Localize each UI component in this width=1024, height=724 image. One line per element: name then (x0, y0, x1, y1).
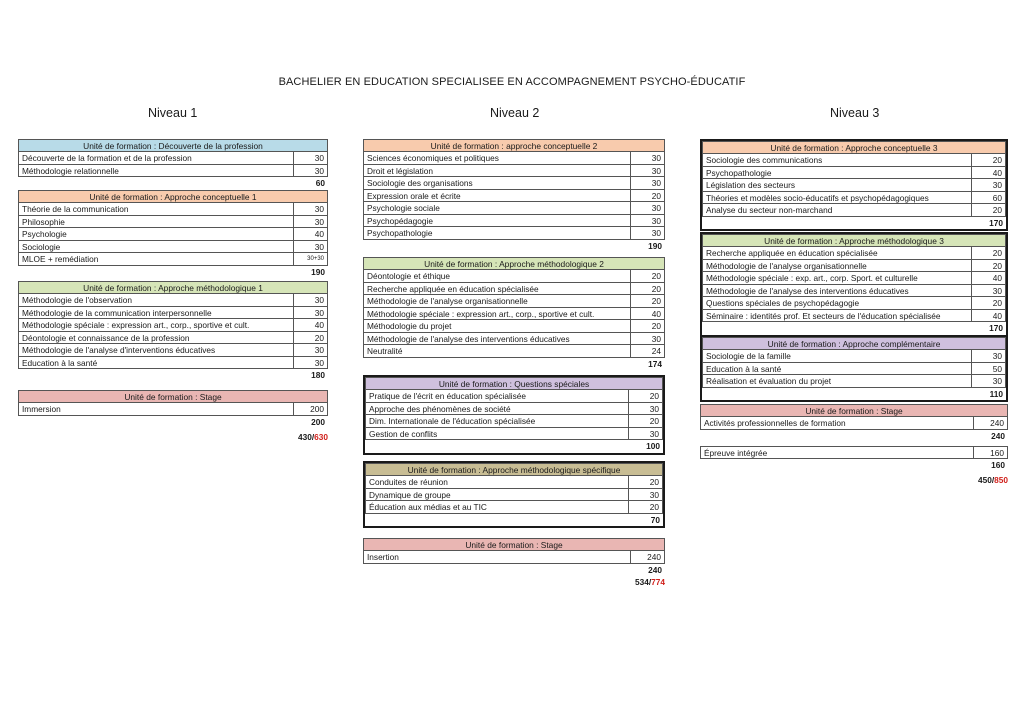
unit-total-row (363, 358, 665, 371)
unit-block (18, 190, 328, 278)
course-hours: 30 (294, 241, 328, 254)
course-row (702, 154, 1006, 167)
unit-header: Unité de formation : approche conceptuelle 2 (363, 139, 665, 152)
course-hours: 240 (631, 551, 665, 564)
course-label: Dynamique de groupe (365, 489, 629, 502)
course-hours: 50 (972, 363, 1006, 376)
course-row (365, 476, 663, 489)
unit-total: 70 (650, 514, 660, 525)
course-row (702, 272, 1006, 285)
course-hours: 20 (972, 204, 1006, 217)
level-grand-total (298, 432, 328, 442)
unit-block (363, 257, 665, 370)
unit-header: Unité de formation : Approche conceptuelle 3 (702, 141, 1006, 154)
grand-total-max-hours: 630 (314, 432, 328, 442)
course-row (702, 247, 1006, 260)
unit-total: 190 (648, 240, 662, 251)
course-row (363, 345, 665, 358)
course-hours: 30 (972, 179, 1006, 192)
course-row (363, 177, 665, 190)
course-hours: 30 (294, 357, 328, 370)
course-row (18, 216, 328, 229)
unit-total-row (363, 564, 665, 577)
course-label: Sociologie des communications (702, 154, 972, 167)
level-3-heading: Niveau 3 (830, 106, 880, 120)
unit-total: 60 (315, 178, 325, 188)
unit-block (363, 461, 665, 528)
unit-total: 200 (311, 416, 325, 427)
course-hours: 20 (294, 332, 328, 345)
unit-header: Unité de formation : Découverte de la profession (18, 139, 328, 152)
unit-header: Unité de formation : Approche conceptuelle 1 (18, 190, 328, 203)
unit-header: Unité de formation : Approche méthodologique 2 (363, 257, 665, 270)
course-label: Déontologie et connaissance de la profession (18, 332, 294, 345)
unit-total: 160 (991, 459, 1005, 470)
unit-total: 170 (989, 323, 1003, 333)
course-row (363, 152, 665, 165)
course-hours: 200 (294, 403, 328, 416)
course-row (365, 428, 663, 441)
course-hours: 30 (631, 177, 665, 190)
course-label: Méthodologie de l'analyse organisationnelle (702, 260, 972, 273)
unit-total-row (702, 217, 1006, 230)
course-label: Épreuve intégrée (700, 446, 974, 459)
course-row (18, 319, 328, 332)
course-hours: 20 (631, 270, 665, 283)
course-row (363, 320, 665, 333)
unit-block (18, 281, 328, 382)
course-hours: 30 (631, 333, 665, 346)
course-row (18, 165, 328, 178)
course-hours: 20 (629, 501, 663, 514)
course-hours: 160 (974, 446, 1008, 459)
unit-total: 174 (648, 358, 662, 369)
level-1-heading: Niveau 1 (148, 106, 198, 120)
course-label: Immersion (18, 403, 294, 416)
unit-total: 240 (991, 430, 1005, 441)
course-hours: 30 (294, 216, 328, 229)
unit-total-row (18, 416, 328, 429)
course-row (363, 308, 665, 321)
course-hours: 60 (972, 192, 1006, 205)
course-hours: 20 (631, 320, 665, 333)
unit-total-row (18, 177, 328, 190)
course-hours: 30 (294, 294, 328, 307)
course-row (363, 190, 665, 203)
course-label: Méthodologie spéciale : exp. art., corp. Sport. et culturelle (702, 272, 972, 285)
course-row (700, 446, 1008, 459)
course-label: Psychologie sociale (363, 202, 631, 215)
course-row (702, 179, 1006, 192)
unit-header: Unité de formation : Stage (18, 390, 328, 403)
unit-block (363, 375, 665, 455)
course-row (18, 152, 328, 165)
unit-total: 180 (311, 370, 325, 380)
course-row (702, 192, 1006, 205)
course-label: Psychologie (18, 228, 294, 241)
course-hours: 30 (294, 165, 328, 178)
course-label: Méthodologie de l'analyse des interventions éducatives (702, 285, 972, 298)
course-label: Neutralité (363, 345, 631, 358)
course-label: Psychopédagogie (363, 215, 631, 228)
course-row (702, 285, 1006, 298)
course-row (18, 403, 328, 416)
course-label: Gestion de conflits (365, 428, 629, 441)
course-label: Activités professionnelles de formation (700, 417, 974, 430)
unit-header: Unité de formation : Approche méthodologique 1 (18, 281, 328, 294)
course-label: Législation des secteurs (702, 179, 972, 192)
unit-header: Unité de formation : Approche méthodologique spécifique (365, 463, 663, 476)
unit-total-row (365, 440, 663, 453)
course-hours: 30 (631, 165, 665, 178)
course-label: Méthodologie du projet (363, 320, 631, 333)
course-row (365, 403, 663, 416)
course-hours: 20 (631, 283, 665, 296)
grand-total-max-hours: 850 (994, 475, 1008, 485)
course-label: Approche des phénomènes de société (365, 403, 629, 416)
course-hours: 30 (631, 152, 665, 165)
grand-total-hours: 450/ (978, 475, 995, 485)
course-label: Pratique de l'écrit en éducation spécialisée (365, 390, 629, 403)
course-label: Méthodologie de la communication interpersonnelle (18, 307, 294, 320)
course-row (363, 165, 665, 178)
course-row (363, 283, 665, 296)
course-row (363, 333, 665, 346)
course-hours: 40 (972, 310, 1006, 323)
course-row (702, 375, 1006, 388)
level-grand-total (978, 475, 1008, 485)
unit-total-row (700, 430, 1008, 443)
course-label: Conduites de réunion (365, 476, 629, 489)
course-hours: 240 (974, 417, 1008, 430)
course-row (702, 363, 1006, 376)
course-label: Sociologie des organisations (363, 177, 631, 190)
course-label: Questions spéciales de psychopédagogie (702, 297, 972, 310)
course-label: Éducation aux médias et au TIC (365, 501, 629, 514)
course-label: Education à la santé (18, 357, 294, 370)
unit-total-row (702, 388, 1006, 401)
course-hours: 20 (631, 190, 665, 203)
unit-block (363, 139, 665, 252)
course-row (18, 228, 328, 241)
unit-header: Unité de formation : Questions spéciales (365, 377, 663, 390)
unit-header: Unité de formation : Approche méthodologique 3 (702, 234, 1006, 247)
course-row (365, 415, 663, 428)
course-hours: 30 (629, 489, 663, 502)
course-hours: 30 (294, 307, 328, 320)
level-grand-total (635, 577, 665, 587)
course-row (702, 260, 1006, 273)
course-hours: 40 (972, 272, 1006, 285)
course-row (365, 489, 663, 502)
course-row (363, 215, 665, 228)
course-label: Sociologie de la famille (702, 350, 972, 363)
course-hours: 30 (629, 403, 663, 416)
course-label: Recherche appliquée en éducation spécialisée (702, 247, 972, 260)
course-label: Psychopathologie (702, 167, 972, 180)
course-label: Expression orale et écrite (363, 190, 631, 203)
course-row (702, 204, 1006, 217)
unit-block (363, 538, 665, 576)
unit-total: 170 (989, 217, 1003, 228)
unit-total-row (365, 514, 663, 527)
unit-block (700, 232, 1008, 337)
course-row (18, 253, 328, 266)
course-label: Méthodologie de l'observation (18, 294, 294, 307)
course-row (363, 202, 665, 215)
course-label: Méthodologie de l'analyse d'interventions éducatives (18, 344, 294, 357)
grand-total-max-hours: 774 (651, 577, 665, 587)
course-label: Insertion (363, 551, 631, 564)
course-row (702, 167, 1006, 180)
course-row (365, 390, 663, 403)
course-row (702, 297, 1006, 310)
course-hours: 24 (631, 345, 665, 358)
course-label: Découverte de la formation et de la profession (18, 152, 294, 165)
course-hours: 30 (972, 350, 1006, 363)
unit-block (700, 404, 1008, 442)
unit-block (18, 390, 328, 428)
document-title: BACHELIER EN EDUCATION SPECIALISEE EN ACCOMPAGNEMENT PSYCHO-ÉDUCATIF (278, 76, 746, 88)
course-row (700, 417, 1008, 430)
course-label: Droit et législation (363, 165, 631, 178)
course-label: Méthodologie de l'analyse organisationnelle (363, 295, 631, 308)
course-hours: 30+30 (294, 253, 328, 266)
course-row (18, 203, 328, 216)
course-label: Théories et modèles socio-éducatifs et psychopédagogiques (702, 192, 972, 205)
course-label: Séminaire : identités prof. Et secteurs de l'éducation spécialisée (702, 310, 972, 323)
course-label: Analyse du secteur non-marchand (702, 204, 972, 217)
course-row (18, 344, 328, 357)
course-hours: 30 (631, 227, 665, 240)
unit-total: 240 (648, 564, 662, 575)
unit-block (700, 139, 1008, 231)
unit-block (700, 335, 1008, 402)
course-row (18, 294, 328, 307)
course-label: Réalisation et évaluation du projet (702, 375, 972, 388)
unit-block (700, 446, 1008, 471)
course-hours: 20 (629, 390, 663, 403)
course-label: Méthodologie spéciale : expression art., corp., sportive et cult. (363, 308, 631, 321)
course-hours: 30 (972, 375, 1006, 388)
course-row (365, 501, 663, 514)
grand-total-hours: 430/ (298, 432, 315, 442)
course-label: Education à la santé (702, 363, 972, 376)
unit-total-row (18, 266, 328, 279)
course-label: Recherche appliquée en éducation spécialisée (363, 283, 631, 296)
course-row (702, 350, 1006, 363)
unit-total-row (702, 322, 1006, 335)
grand-total-hours: 534/ (635, 577, 652, 587)
course-label: Sciences économiques et politiques (363, 152, 631, 165)
course-label: MLOE + remédiation (18, 253, 294, 266)
unit-total: 100 (646, 441, 660, 451)
unit-total-row (363, 240, 665, 253)
course-hours: 30 (631, 215, 665, 228)
course-hours: 30 (629, 428, 663, 441)
course-hours: 30 (294, 203, 328, 216)
course-hours: 20 (629, 415, 663, 428)
course-row (18, 357, 328, 370)
course-hours: 20 (972, 297, 1006, 310)
course-row (702, 310, 1006, 323)
course-hours: 40 (972, 167, 1006, 180)
course-hours: 20 (972, 154, 1006, 167)
course-row (363, 551, 665, 564)
level-2-heading: Niveau 2 (490, 106, 540, 120)
course-hours: 20 (972, 247, 1006, 260)
unit-total-row (18, 369, 328, 382)
course-label: Méthodologie relationnelle (18, 165, 294, 178)
course-hours: 30 (972, 285, 1006, 298)
course-hours: 20 (629, 476, 663, 489)
course-hours: 20 (972, 260, 1006, 273)
course-row (363, 227, 665, 240)
course-label: Méthodologie de l'analyse des interventions éducatives (363, 333, 631, 346)
course-row (363, 270, 665, 283)
course-row (18, 307, 328, 320)
unit-header: Unité de formation : Stage (363, 538, 665, 551)
course-row (18, 241, 328, 254)
course-label: Philosophie (18, 216, 294, 229)
unit-header: Unité de formation : Stage (700, 404, 1008, 417)
unit-total: 110 (989, 388, 1003, 399)
course-label: Psychopathologie (363, 227, 631, 240)
course-label: Sociologie (18, 241, 294, 254)
course-hours: 40 (294, 228, 328, 241)
course-label: Dim. Internationale de l'éducation spécialisée (365, 415, 629, 428)
course-label: Méthodologie spéciale : expression art., corp., sportive et cult. (18, 319, 294, 332)
course-hours: 30 (294, 152, 328, 165)
course-hours: 20 (631, 295, 665, 308)
course-hours: 40 (631, 308, 665, 321)
course-label: Déontologie et éthique (363, 270, 631, 283)
unit-total: 190 (311, 266, 325, 277)
unit-header: Unité de formation : Approche complémentaire (702, 337, 1006, 350)
course-hours: 40 (294, 319, 328, 332)
course-hours: 30 (631, 202, 665, 215)
course-hours: 30 (294, 344, 328, 357)
course-label: Théorie de la communication (18, 203, 294, 216)
unit-block (18, 139, 328, 190)
course-row (363, 295, 665, 308)
unit-total-row (700, 459, 1008, 472)
course-row (18, 332, 328, 345)
